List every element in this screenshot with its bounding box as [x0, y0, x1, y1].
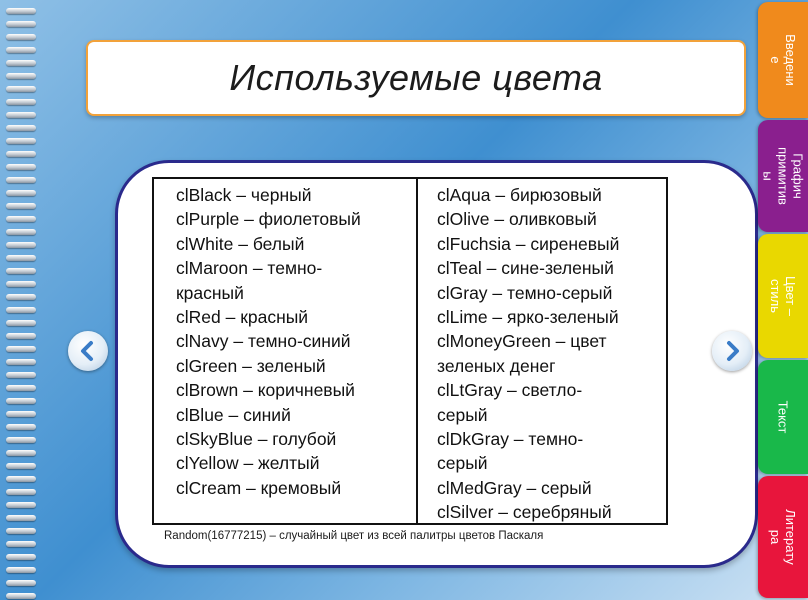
binding-ring: [6, 255, 36, 261]
binding-ring: [6, 502, 36, 508]
binding-ring: [6, 112, 36, 118]
binding-ring: [6, 359, 36, 365]
tab-color-style[interactable]: [758, 234, 808, 358]
tab-label: Текст: [775, 400, 791, 434]
binding-ring: [6, 242, 36, 248]
chevron-right-icon: [719, 338, 745, 364]
tab-label: Литерату ра: [768, 509, 798, 565]
list-item: красный: [176, 282, 244, 303]
binding-ring: [6, 125, 36, 131]
list-item: clBlue – синий: [176, 404, 291, 425]
binding-ring: [6, 437, 36, 443]
prev-slide-button[interactable]: [68, 331, 108, 371]
binding-ring: [6, 567, 36, 573]
binding-ring: [6, 554, 36, 560]
list-item: clYellow – желтый: [176, 453, 320, 474]
binding-ring: [6, 216, 36, 222]
list-item: clLtGray – светло-: [437, 380, 583, 401]
binding-ring: [6, 541, 36, 547]
binding-ring: [6, 151, 36, 157]
binding-ring: [6, 164, 36, 170]
binding-ring: [6, 593, 36, 599]
binding-ring: [6, 268, 36, 274]
list-item: clDkGray – темно-: [437, 429, 584, 450]
tab-graphic-primitives[interactable]: [758, 120, 808, 232]
chevron-left-icon: [75, 338, 101, 364]
binding-ring: [6, 8, 36, 14]
list-item: зеленых денег: [437, 355, 556, 376]
binding-ring: [6, 346, 36, 352]
tab-literature[interactable]: [758, 476, 808, 598]
tab-label: Графич примитив ы: [760, 147, 806, 205]
list-item: clMoneyGreen – цвет: [437, 331, 607, 352]
spiral-binding: [0, 0, 40, 600]
binding-ring: [6, 580, 36, 586]
binding-ring: [6, 333, 36, 339]
binding-ring: [6, 34, 36, 40]
binding-ring: [6, 489, 36, 495]
list-item: серый: [437, 404, 488, 425]
tab-text[interactable]: [758, 360, 808, 474]
right-column: [437, 183, 663, 525]
tab-label: Цвет – стиль: [768, 276, 798, 316]
binding-ring: [6, 294, 36, 300]
binding-ring: [6, 398, 36, 404]
list-item: clTeal – сине-зеленый: [437, 258, 614, 279]
color-table: [152, 177, 668, 525]
binding-ring: [6, 411, 36, 417]
binding-ring: [6, 21, 36, 27]
list-item: clRed – красный: [176, 307, 309, 328]
binding-ring: [6, 73, 36, 79]
list-item: clCream – кремовый: [176, 477, 342, 498]
left-column: [176, 183, 412, 500]
page-title: Используемые цвета: [229, 57, 603, 98]
list-item: clAqua – бирюзовый: [437, 185, 602, 205]
list-item: clLime – ярко-зеленый: [437, 307, 619, 328]
list-item: clPurple – фиолетовый: [176, 209, 361, 230]
binding-ring: [6, 99, 36, 105]
list-item: clSilver – серебряный: [437, 502, 612, 523]
list-item: clMaroon – темно-: [176, 258, 323, 279]
binding-ring: [6, 47, 36, 53]
binding-ring: [6, 372, 36, 378]
list-item: clGray – темно-серый: [437, 282, 613, 303]
binding-ring: [6, 229, 36, 235]
binding-ring: [6, 138, 36, 144]
binding-ring: [6, 515, 36, 521]
footnote: Random(16777215) – случайный цвет из всей палитры цветов Паскаля: [164, 530, 544, 542]
list-item: clOlive – оливковый: [437, 209, 597, 230]
binding-ring: [6, 463, 36, 469]
list-item: clBrown – коричневый: [176, 380, 355, 401]
list-item: clBlack – черный: [176, 185, 312, 205]
tab-introduction[interactable]: [758, 2, 808, 118]
tab-label: Введени е: [768, 34, 798, 86]
binding-ring: [6, 203, 36, 209]
binding-ring: [6, 60, 36, 66]
binding-ring: [6, 320, 36, 326]
binding-ring: [6, 190, 36, 196]
binding-ring: [6, 307, 36, 313]
list-item: clSkyBlue – голубой: [176, 429, 337, 450]
title-box: [86, 40, 746, 116]
binding-ring: [6, 450, 36, 456]
next-slide-button[interactable]: [712, 331, 752, 371]
binding-ring: [6, 86, 36, 92]
list-item: серый: [437, 453, 488, 474]
list-item: clGreen – зеленый: [176, 355, 326, 376]
binding-ring: [6, 281, 36, 287]
binding-ring: [6, 476, 36, 482]
binding-ring: [6, 385, 36, 391]
list-item: clNavy – темно-синий: [176, 331, 351, 352]
binding-ring: [6, 177, 36, 183]
column-divider: [416, 179, 418, 523]
binding-ring: [6, 528, 36, 534]
list-item: clFuchsia – сиреневый: [437, 233, 620, 254]
list-item: clMedGray – серый: [437, 477, 592, 498]
list-item: clWhite – белый: [176, 233, 305, 254]
binding-ring: [6, 424, 36, 430]
